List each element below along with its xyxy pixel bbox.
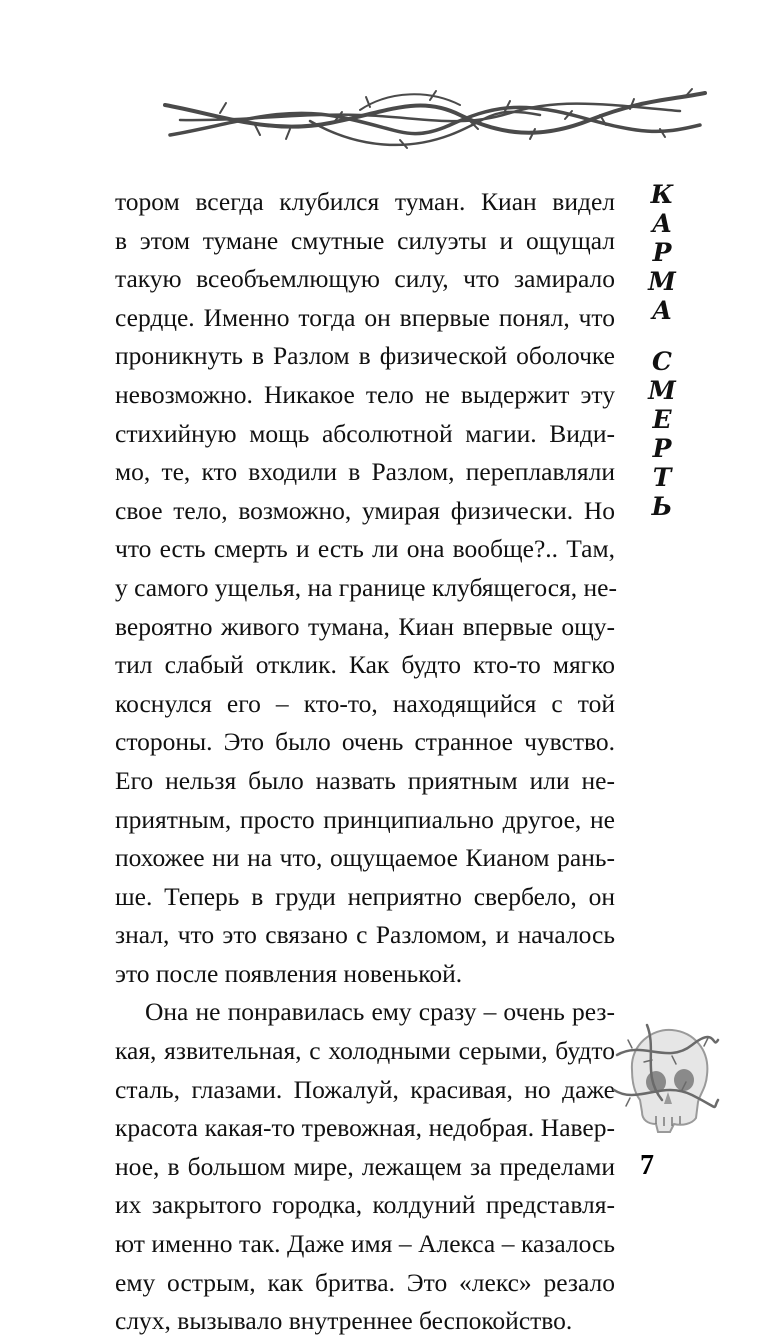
text-line: вероятно живого тумана, Киан впервые ощу- — [115, 611, 615, 641]
text-line: знал, что это связано с Разломом, и началось — [115, 920, 615, 950]
text-line: проникнуть в Разлом в физической оболочке — [115, 341, 615, 371]
text-line: свое тело, возможно, умирая физически. Но — [115, 495, 615, 525]
text-line: такую всеобъемлющую силу, что замирало — [115, 264, 615, 294]
running-head-letter: Р — [652, 238, 672, 267]
text-line: ют именно так. Даже имя – Алекса – казалось — [115, 1229, 615, 1259]
text-line: ное, в большом мире, лежащем за пределами — [115, 1151, 615, 1181]
text-line: коснулся его – кто-то, находящийся с той — [115, 688, 615, 718]
text-line: мо, те, кто входили в Разлом, переплавляли — [115, 457, 615, 487]
text-line: стороны. Это было очень странное чувство. — [115, 727, 615, 757]
running-head-letter: Е — [652, 405, 672, 434]
body-text — [115, 183, 615, 1341]
text-line: слух, вызывало внутреннее беспокойство. — [115, 1306, 573, 1336]
text-line: невозможно. Никакое тело не выдержит эту — [115, 379, 615, 409]
text-line: тил слабый отклик. Как будто кто-то мягко — [115, 650, 615, 680]
running-head-letter: Т — [652, 463, 672, 492]
running-head-letter: Р — [652, 434, 672, 463]
text-line: ше. Теперь в груди неприятно свербело, он — [115, 881, 615, 911]
text-line: Его нельзя было назвать приятным или не- — [115, 765, 615, 795]
text-line: сталь, глазами. Пожалуй, красивая, но даже — [115, 1074, 615, 1104]
running-head-word-karma — [640, 180, 684, 325]
thorn-vine-ornament — [160, 85, 708, 160]
text-line: сердце. Именно тогда он впервые понял, что — [115, 302, 615, 332]
text-line: приятным, просто принципиально другое, не — [115, 804, 615, 834]
text-line: кая, язвительная, с холодными серыми, будто — [115, 1036, 615, 1066]
skull-thorns-icon — [612, 1020, 720, 1140]
text-line: в этом тумане смутные силуэты и ощущал — [115, 225, 615, 255]
running-head-letter: К — [650, 180, 674, 209]
text-line: их закрытого городка, колдуний представля- — [115, 1190, 615, 1220]
text-line: стихийную мощь абсолютной магии. Види- — [115, 418, 615, 448]
page-number: 7 — [640, 1150, 654, 1181]
text-line: это после появления новенькой. — [115, 958, 463, 988]
running-head-letter: Ь — [651, 492, 673, 521]
text-line: у самого ущелья, на границе клубящегося, не- — [115, 572, 617, 602]
text-line: ему острым, как бритва. Это «лекс» резало — [115, 1267, 615, 1297]
paragraph-1 — [115, 183, 615, 993]
paragraph-2 — [115, 993, 615, 1340]
running-head-letter: М — [648, 267, 676, 296]
running-head-word-smert — [640, 347, 684, 521]
running-head-letter: А — [651, 296, 673, 325]
text-line: похожее ни на что, ощущаемое Кианом рань- — [115, 843, 615, 873]
text-line: что есть смерть и есть ли она вообще?.. Там, — [115, 534, 615, 564]
text-line: Она не понравилась ему сразу – очень рез- — [145, 997, 615, 1027]
running-head-title — [640, 180, 684, 521]
running-head-gap — [640, 325, 684, 347]
text-line: красота какая-то тревожная, недобрая. Навер- — [115, 1113, 615, 1143]
running-head-letter: С — [652, 347, 672, 376]
running-head-letter: М — [648, 376, 676, 405]
text-line: тором всегда клубился туман. Киан видел — [115, 187, 615, 216]
running-head-letter: А — [651, 209, 673, 238]
